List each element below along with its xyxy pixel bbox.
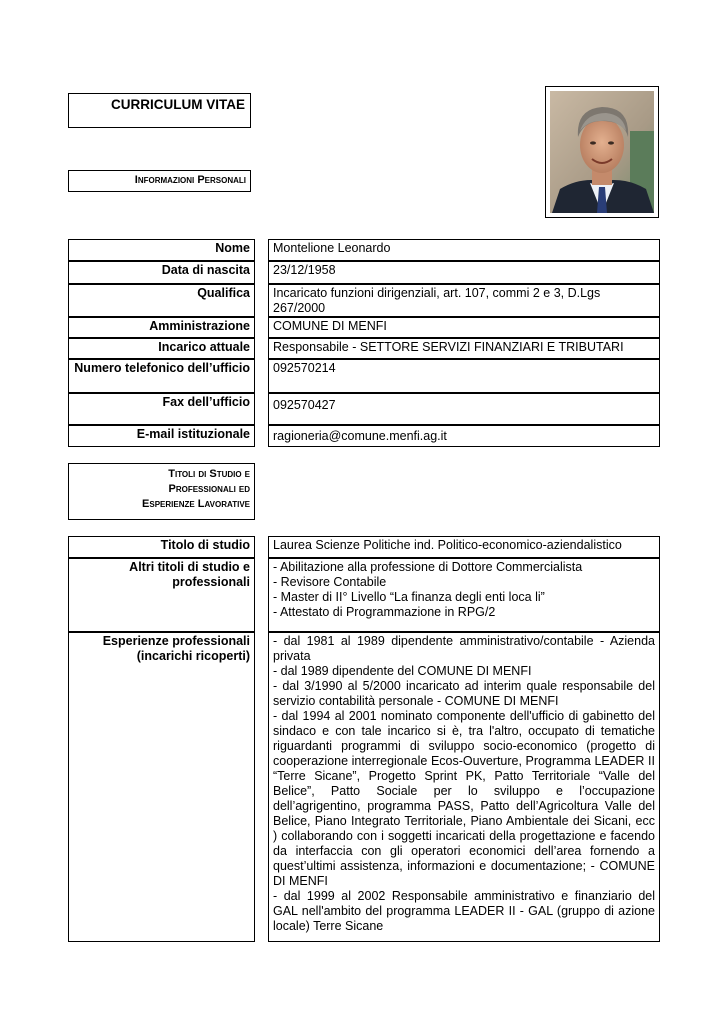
list-item: - Revisore Contabile (273, 575, 387, 589)
label-fax: Fax dell’ufficio (68, 393, 255, 425)
value-email: ragioneria@comune.menfi.ag.it (268, 425, 660, 447)
list-item: - Abilitazione alla professione di Dottore Commercialista (273, 560, 583, 574)
portrait-image (550, 91, 654, 213)
list-item: - Attestato di Programmazione in RPG/2 (273, 605, 496, 619)
cv-title-box (68, 93, 251, 128)
label-email: E-mail istituzionale (68, 425, 255, 447)
label-numero-telefonico: Numero telefonico dell’ufficio (68, 359, 255, 393)
list-item: - dal 3/1990 al 5/2000 incaricato ad interim quale responsabile del servizio contabilità personale - COMUNE DI MENFI (273, 679, 655, 708)
value-altri-titoli (268, 558, 660, 632)
profile-photo (545, 86, 659, 218)
studies-heading-line: Professionali ed (168, 483, 250, 495)
value-qualifica: Incaricato funzioni dirigenziali, art. 107, commi 2 e 3, D.Lgs 267/2000 (268, 284, 660, 317)
label-esperienze: Esperienze professionali (incarichi ricoperti) (68, 632, 255, 942)
personal-info-heading-box (68, 170, 251, 192)
value-data-nascita: 23/12/1958 (268, 261, 660, 284)
label-incarico-attuale: Incarico attuale (68, 338, 255, 359)
value-nome: Montelione Leonardo (268, 239, 660, 261)
list-item: - dal 1999 al 2002 Responsabile amministrativo e finanziario del GAL nell'ambito del programma LEADER II - GAL (gruppo di azione locale) Terre Sicane (273, 889, 655, 933)
list-item: - dal 1981 al 1989 dipendente amministrativo/contabile - Azienda privata (273, 634, 655, 663)
value-amministrazione: COMUNE DI MENFI (268, 317, 660, 338)
label-amministrazione: Amministrazione (68, 317, 255, 338)
studies-heading (142, 467, 250, 512)
list-item: - Master di II° Livello “La finanza degli enti loca li” (273, 590, 545, 604)
label-titolo-studio: Titolo di studio (68, 536, 255, 558)
studies-heading-line: Titoli di Studio e (168, 468, 250, 480)
label-data-nascita: Data di nascita (68, 261, 255, 284)
value-incarico-attuale: Responsabile - SETTORE SERVIZI FINANZIARI E TRIBUTARI (268, 338, 660, 359)
value-esperienze (268, 632, 660, 942)
label-altri-titoli: Altri titoli di studio e professionali (68, 558, 255, 632)
studies-heading-box (68, 463, 255, 520)
studies-heading-line: Esperienze Lavorative (142, 498, 250, 510)
value-numero-telefonico: 092570214 (268, 359, 660, 393)
personal-info-heading: Informazioni Personali (134, 174, 246, 186)
list-item: - dal 1989 dipendente del COMUNE DI MENFI (273, 664, 532, 678)
label-qualifica: Qualifica (68, 284, 255, 317)
value-titolo-studio: Laurea Scienze Politiche ind. Politico-economico-aziendalistico (268, 536, 660, 558)
list-item: - dal 1994 al 2001 nominato componente dell'ufficio di gabinetto del sindaco e con tale incarico si è, tra l'altro, occupato di tematiche riguardanti programmi di sviluppo socio-economico (progetto di cooperazione interregionale Ecos-Ouverture, Programma LEADER II “Terre Sicane”, Progetto Sprint PK, Patto Territoriale “Valle del Belice”, Patto Sociale per lo sviluppo e l’occupazione dell’agrigentino, programma PASS, Patto dell’Agricoltura Valle del Belice, Piano Integrato Territoriale, Piano Ambientale dei Sicani, ecc ) collaborando con i soggetti incaricati della progettazione e facendo da interfaccia con gli operatori economici dell’area fornendo a quest’ultimi assistenza, informazioni e documentazione; - COMUNE DI MENFI (273, 709, 655, 888)
cv-title: CURRICULUM VITAE (111, 97, 245, 112)
label-nome: Nome (68, 239, 255, 261)
value-fax: 092570427 (268, 393, 660, 425)
